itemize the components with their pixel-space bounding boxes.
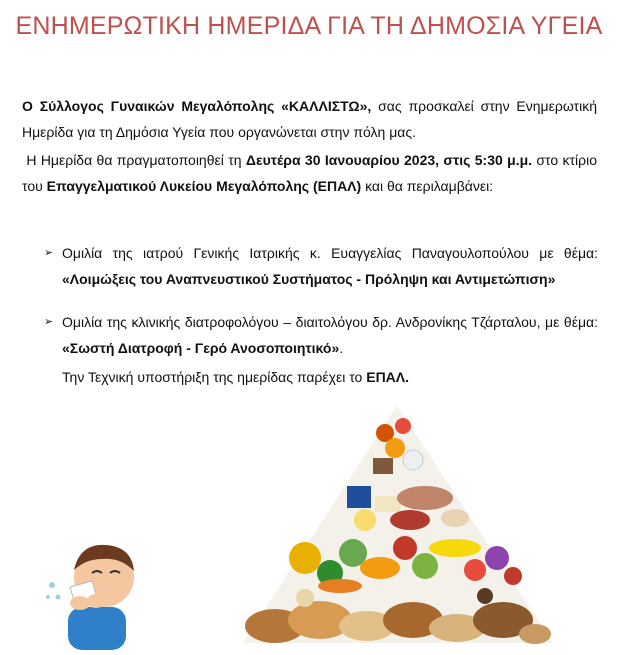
talk1-topic: «Λοιμώξεις του Αναπνευστικού Συστήματος - Πρόληψη και Αντιμετώπιση»	[62, 271, 556, 287]
page-title: ΕΝΗΜΕΡΩΤΙΚΗ ΗΜΕΡΙΔΑ ΓΙΑ ΤΗ ΔΗΜΟΣΙΑ ΥΓΕΙΑ	[15, 12, 603, 40]
talk2-text: Ομιλία της κλινικής διατροφολόγου – διαιτολόγου δρ. Ανδρονίκης Τζάρταλου, με θέμα:	[62, 314, 598, 330]
event-date: Δευτέρα 30 Ιανουαρίου 2023, στις 5:30 μ.μ.	[245, 152, 533, 168]
support-paragraph	[62, 364, 409, 390]
organizer-name: Ο Σύλλογος Γυναικών Μεγαλόπολης «ΚΑΛΛΙΣΤΩ»,	[22, 98, 372, 114]
intro-text: σας προσκαλεί στην Ενημερωτική Ημερίδα για τη Δημόσια Υγεία που οργανώνεται στην πόλη μας.	[22, 98, 597, 140]
arrow-bullet-icon: ➢	[44, 316, 54, 328]
date-paragraph	[22, 147, 597, 199]
talk2-topic: «Σωστή Διατροφή - Γερό Ανοσοποιητικό»	[62, 340, 340, 356]
list-item	[44, 240, 598, 292]
event-venue: Επαγγελματικού Λυκείου Μεγαλόπολης (ΕΠΑΛ)	[46, 178, 362, 194]
talk2-end: .	[339, 340, 344, 356]
intro-paragraph	[22, 93, 597, 145]
date-text-2: στο κτίριο του	[22, 152, 598, 194]
date-text-3: και θα περιλαμβάνει:	[361, 178, 494, 194]
support-text: Την Τεχνική υποστήριξη της ημερίδας παρέχει το	[62, 369, 367, 385]
food-pyramid-illustration	[235, 398, 560, 648]
talk1-text: Ομιλία της ιατρού Γενικής Ιατρικής κ. Ευαγγελίας Παναγουλοπούλου με θέμα:	[62, 245, 598, 261]
list-item	[44, 309, 598, 361]
arrow-bullet-icon: ➢	[44, 247, 54, 259]
date-text-1: Η Ημερίδα θα πραγματοποιηθεί τη	[26, 152, 246, 168]
sneezing-child-illustration	[40, 535, 160, 650]
support-org: ΕΠΑΛ.	[366, 369, 410, 385]
